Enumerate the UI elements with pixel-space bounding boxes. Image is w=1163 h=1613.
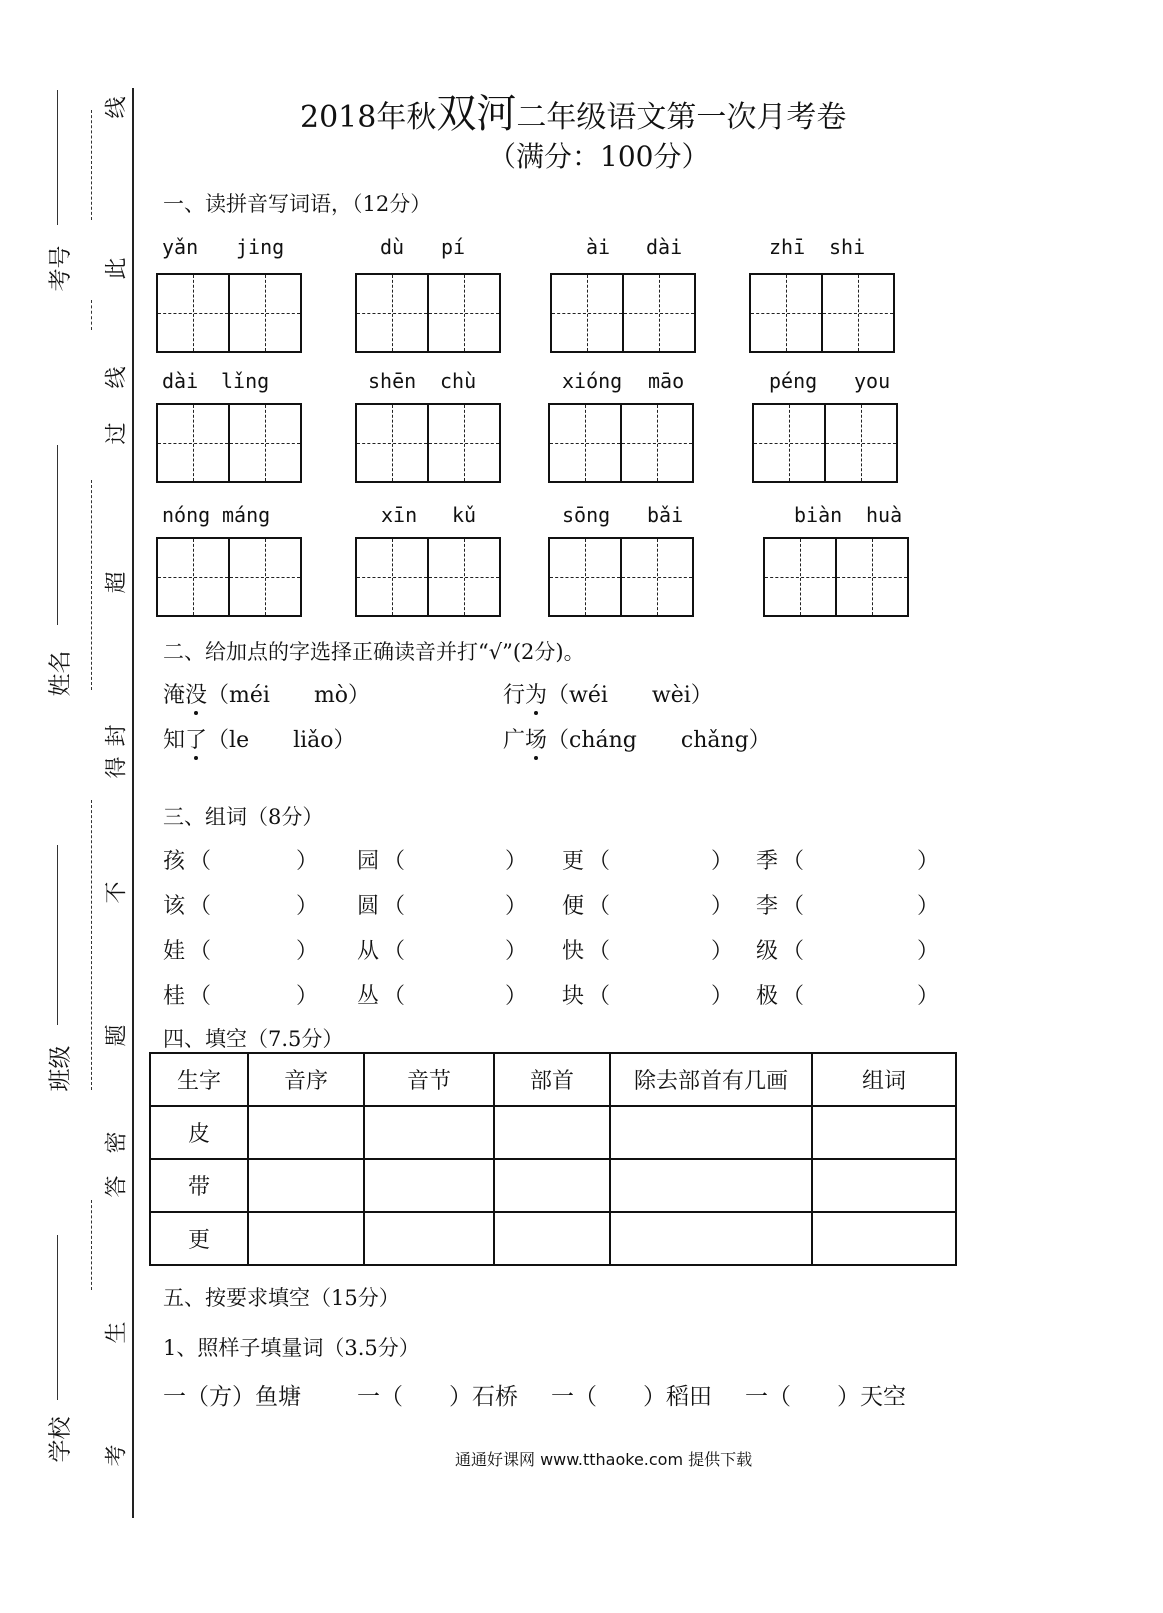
- seal-char: 生: [104, 1321, 130, 1344]
- tianzige-cell[interactable]: [751, 275, 821, 351]
- answer-close-paren[interactable]: ）: [917, 939, 940, 964]
- pinyin-label: sōng: [562, 503, 611, 527]
- word-group-char: 季: [756, 849, 779, 874]
- answer-close-paren[interactable]: ）: [711, 984, 734, 1009]
- tianzige-cell[interactable]: [552, 275, 622, 351]
- tianzige-answer-box[interactable]: [156, 273, 302, 353]
- dotted-char: 了: [185, 723, 207, 754]
- tianzige-answer-box[interactable]: [548, 403, 694, 483]
- section1-title: 一、读拼音写词语，（12分）: [163, 192, 432, 216]
- pinyin-label: bǎi: [647, 503, 684, 527]
- answer-open-paren[interactable]: （: [588, 984, 611, 1009]
- full-score: （满分：100分）: [488, 140, 710, 173]
- answer-open-paren[interactable]: （: [782, 984, 805, 1009]
- answer-close-paren[interactable]: ）: [296, 939, 319, 964]
- info-field-blank-line[interactable]: [57, 90, 58, 225]
- title-school: 双河: [436, 91, 517, 137]
- answer-open-paren[interactable]: （: [383, 894, 406, 919]
- answer-cell[interactable]: [812, 1212, 956, 1265]
- exam-title: [300, 82, 846, 139]
- pronunciation-options[interactable]: （cháng chǎng）: [547, 728, 771, 753]
- seal-char: 封: [104, 724, 130, 747]
- measure-word-item[interactable]: 一（ ）稻田: [551, 1384, 712, 1410]
- seal-dash-segment: [91, 800, 92, 1090]
- tianzige-cell[interactable]: [158, 405, 228, 481]
- answer-cell[interactable]: [494, 1106, 610, 1159]
- pinyin-label: máng: [222, 503, 271, 527]
- tianzige-cell[interactable]: [357, 405, 427, 481]
- seal-char: 超: [104, 571, 130, 594]
- section3-title: 三、组词（8分）: [163, 805, 324, 829]
- pinyin-label: shēn: [368, 369, 417, 393]
- answer-cell[interactable]: [248, 1106, 364, 1159]
- seal-char: 密: [104, 1131, 130, 1154]
- info-field-blank-line[interactable]: [57, 445, 58, 625]
- title-prefix: 2018年秋: [300, 100, 437, 135]
- section4-title: 四、填空（7.5分）: [163, 1027, 344, 1051]
- tianzige-cell[interactable]: [835, 539, 907, 615]
- info-field-label: 班级: [47, 1045, 74, 1092]
- pinyin-label: yǎn: [162, 235, 199, 259]
- table-char-cell: 带: [150, 1159, 248, 1212]
- word-group-char: 丛: [357, 984, 380, 1009]
- pinyin-label: péng: [769, 369, 818, 393]
- pronunciation-item[interactable]: [503, 678, 713, 709]
- word-group-char: 极: [756, 984, 779, 1009]
- measure-word-item: 一（方）鱼塘: [163, 1384, 301, 1410]
- tianzige-cell[interactable]: [754, 405, 824, 481]
- tianzige-cell[interactable]: [427, 405, 499, 481]
- answer-close-paren[interactable]: ）: [296, 984, 319, 1009]
- pronunciation-item[interactable]: [163, 723, 356, 754]
- tianzige-cell[interactable]: [550, 405, 620, 481]
- answer-open-paren[interactable]: （: [189, 939, 212, 964]
- pinyin-label: chù: [440, 369, 477, 393]
- pinyin-label: māo: [648, 369, 685, 393]
- answer-cell[interactable]: [812, 1106, 956, 1159]
- pinyin-label: lǐng: [221, 369, 270, 393]
- word-group-char: 孩: [163, 849, 186, 874]
- seal-char: 过: [104, 422, 130, 445]
- word-group-char: 圆: [357, 894, 380, 919]
- section2-title: 二、给加点的字选择正确读音并打“√”(2分)。: [163, 640, 585, 664]
- answer-cell[interactable]: [812, 1159, 956, 1212]
- pinyin-label: dài: [162, 369, 199, 393]
- tianzige-answer-box[interactable]: [355, 273, 501, 353]
- dotted-char: 场: [525, 723, 547, 754]
- answer-cell[interactable]: [364, 1159, 494, 1212]
- tianzige-cell[interactable]: [228, 539, 300, 615]
- binding-line: [132, 88, 134, 1518]
- section5-sub1-title: 1、照样子填量词（3.5分）: [163, 1336, 420, 1360]
- pinyin-label: huà: [866, 503, 903, 527]
- seal-dash-segment: [91, 1200, 92, 1290]
- seal-char: 考: [104, 1444, 130, 1467]
- answer-close-paren[interactable]: ）: [505, 894, 528, 919]
- answer-cell[interactable]: [610, 1159, 812, 1212]
- word-char: 淹: [163, 683, 186, 708]
- answer-open-paren[interactable]: （: [782, 939, 805, 964]
- seal-char: 线: [104, 96, 130, 119]
- tianzige-cell[interactable]: [427, 539, 499, 615]
- tianzige-cell[interactable]: [228, 275, 300, 351]
- pinyin-label: xióng: [562, 369, 623, 393]
- seal-dash-segment: [91, 480, 92, 690]
- answer-close-paren[interactable]: ）: [505, 939, 528, 964]
- answer-cell[interactable]: [248, 1159, 364, 1212]
- pinyin-label: pí: [441, 235, 466, 259]
- answer-open-paren[interactable]: （: [383, 984, 406, 1009]
- word-group-char: 娃: [163, 939, 186, 964]
- info-field-blank-line[interactable]: [57, 845, 58, 1025]
- pinyin-label: zhī: [769, 235, 806, 259]
- seal-char: 答: [104, 1175, 130, 1198]
- answer-cell[interactable]: [364, 1106, 494, 1159]
- answer-close-paren[interactable]: ）: [917, 894, 940, 919]
- word-group-char: 更: [562, 849, 585, 874]
- footer-source: 通通好课网 www.tthaoke.com 提供下载: [455, 1450, 753, 1469]
- pronunciation-item[interactable]: [503, 723, 771, 754]
- seal-char: 题: [104, 1024, 130, 1047]
- table-char-cell: 皮: [150, 1106, 248, 1159]
- word-group-char: 桂: [163, 984, 186, 1009]
- pronunciation-options[interactable]: （le liǎo）: [207, 728, 356, 753]
- answer-open-paren[interactable]: （: [189, 894, 212, 919]
- tianzige-cell[interactable]: [228, 405, 300, 481]
- answer-close-paren[interactable]: ）: [711, 849, 734, 874]
- table-row: [150, 1212, 956, 1265]
- word-group-char: 该: [163, 894, 186, 919]
- info-field-blank-line[interactable]: [57, 1235, 58, 1400]
- word-group-char: 块: [562, 984, 585, 1009]
- pinyin-label: you: [854, 369, 891, 393]
- pinyin-label: xīn: [381, 503, 418, 527]
- table-header-cell: 音序: [248, 1053, 364, 1106]
- info-field-label: 姓名: [47, 650, 74, 697]
- answer-open-paren[interactable]: （: [782, 849, 805, 874]
- pronunciation-options[interactable]: （méi mò）: [207, 683, 371, 708]
- pinyin-label: biàn: [794, 503, 843, 527]
- tianzige-cell[interactable]: [357, 275, 427, 351]
- answer-close-paren[interactable]: ）: [505, 849, 528, 874]
- answer-close-paren[interactable]: ）: [917, 984, 940, 1009]
- fill-table: [149, 1052, 957, 1266]
- word-char: 行: [503, 683, 526, 708]
- answer-cell[interactable]: [610, 1212, 812, 1265]
- tianzige-cell[interactable]: [550, 539, 620, 615]
- tianzige-cell[interactable]: [622, 275, 694, 351]
- pinyin-label: kǔ: [452, 503, 477, 527]
- info-field-label: 学校: [47, 1416, 74, 1463]
- section5-title: 五、按要求填空（15分）: [163, 1286, 400, 1310]
- measure-word-item[interactable]: 一（ ）天空: [745, 1384, 906, 1410]
- tianzige-cell[interactable]: [765, 539, 835, 615]
- title-suffix: 二年级语文第一次月考卷: [516, 100, 847, 135]
- tianzige-answer-box[interactable]: [550, 273, 696, 353]
- answer-cell[interactable]: [494, 1212, 610, 1265]
- answer-open-paren[interactable]: （: [588, 939, 611, 964]
- answer-close-paren[interactable]: ）: [711, 939, 734, 964]
- tianzige-cell[interactable]: [427, 275, 499, 351]
- tianzige-cell[interactable]: [357, 539, 427, 615]
- tianzige-cell[interactable]: [821, 275, 893, 351]
- answer-cell[interactable]: [610, 1106, 812, 1159]
- pinyin-label: nóng: [162, 503, 211, 527]
- table-header-cell: 音节: [364, 1053, 494, 1106]
- table-row: [150, 1106, 956, 1159]
- seal-dash-segment: [91, 300, 92, 330]
- seal-char: 得: [104, 756, 130, 779]
- table-header-cell: 组词: [812, 1053, 956, 1106]
- seal-char: 不: [104, 881, 130, 904]
- pronunciation-options[interactable]: （wéi wèi）: [547, 683, 713, 708]
- answer-open-paren[interactable]: （: [383, 849, 406, 874]
- tianzige-cell[interactable]: [620, 405, 692, 481]
- tianzige-cell[interactable]: [158, 539, 228, 615]
- word-group-char: 李: [756, 894, 779, 919]
- answer-close-paren[interactable]: ）: [917, 849, 940, 874]
- table-char-cell: 更: [150, 1212, 248, 1265]
- tianzige-answer-box[interactable]: [355, 537, 501, 617]
- answer-open-paren[interactable]: （: [782, 894, 805, 919]
- pinyin-label: ài: [586, 235, 611, 259]
- seal-dash-segment: [91, 110, 92, 220]
- pronunciation-item[interactable]: [163, 678, 370, 709]
- tianzige-cell[interactable]: [824, 405, 896, 481]
- table-header-row: [150, 1053, 956, 1106]
- dotted-char: 没: [185, 678, 207, 709]
- pinyin-label: dài: [646, 235, 683, 259]
- tianzige-answer-box[interactable]: [156, 403, 302, 483]
- answer-close-paren[interactable]: ）: [296, 849, 319, 874]
- dotted-char: 为: [525, 678, 547, 709]
- measure-word-item[interactable]: 一（ ）石桥: [357, 1384, 518, 1410]
- tianzige-cell[interactable]: [158, 275, 228, 351]
- answer-close-paren[interactable]: ）: [711, 894, 734, 919]
- tianzige-answer-box[interactable]: [749, 273, 895, 353]
- tianzige-answer-box[interactable]: [156, 537, 302, 617]
- table-header-cell: 部首: [494, 1053, 610, 1106]
- tianzige-answer-box[interactable]: [752, 403, 898, 483]
- answer-close-paren[interactable]: ）: [296, 894, 319, 919]
- answer-cell[interactable]: [494, 1159, 610, 1212]
- word-group-char: 快: [562, 939, 585, 964]
- answer-open-paren[interactable]: （: [383, 939, 406, 964]
- tianzige-answer-box[interactable]: [763, 537, 909, 617]
- pinyin-label: dù: [380, 235, 405, 259]
- answer-close-paren[interactable]: ）: [505, 984, 528, 1009]
- answer-open-paren[interactable]: （: [588, 849, 611, 874]
- word-char: 知: [163, 728, 186, 753]
- table-header-cell: 除去部首有几画: [610, 1053, 812, 1106]
- word-group-char: 便: [562, 894, 585, 919]
- answer-open-paren[interactable]: （: [189, 984, 212, 1009]
- info-field-label: 考号: [47, 245, 74, 292]
- pinyin-label: jing: [236, 235, 285, 259]
- word-char: 广: [503, 728, 526, 753]
- answer-cell[interactable]: [248, 1212, 364, 1265]
- word-group-char: 从: [357, 939, 380, 964]
- answer-open-paren[interactable]: （: [189, 849, 212, 874]
- tianzige-cell[interactable]: [620, 539, 692, 615]
- tianzige-answer-box[interactable]: [355, 403, 501, 483]
- word-group-char: 级: [756, 939, 779, 964]
- table-header-cell: 生字: [150, 1053, 248, 1106]
- word-group-char: 园: [357, 849, 380, 874]
- seal-char: 线: [104, 366, 130, 389]
- answer-cell[interactable]: [364, 1212, 494, 1265]
- answer-open-paren[interactable]: （: [588, 894, 611, 919]
- seal-char: 此: [104, 257, 130, 280]
- tianzige-answer-box[interactable]: [548, 537, 694, 617]
- table-row: [150, 1159, 956, 1212]
- pinyin-label: shi: [829, 235, 866, 259]
